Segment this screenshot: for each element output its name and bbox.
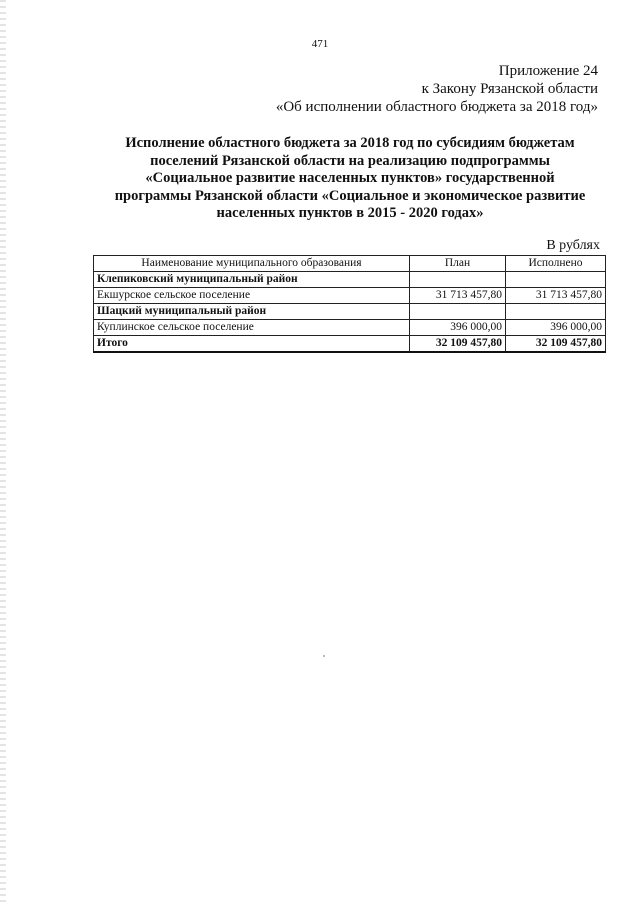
title-line-4: программы Рязанской области «Социальное и экономическое развитие (114, 187, 586, 204)
title-line-1: Исполнение областного бюджета за 2018 год по субсидиям бюджетам (125, 135, 575, 151)
total-plan: 32 109 457,80 (410, 336, 506, 353)
annex-header (276, 62, 598, 116)
document-title (80, 135, 620, 223)
scan-edge-artifact (0, 0, 6, 905)
title-line-3: «Социальное развитие населенных пунктов» государственной (145, 170, 555, 186)
budget-table (93, 255, 606, 353)
district-plan (410, 272, 506, 288)
district-plan (410, 304, 506, 320)
table-row (94, 288, 606, 304)
annex-law: к Закону Рязанской области (421, 81, 598, 97)
district-name: Шацкий муниципальный район (94, 304, 410, 320)
annex-law-title: «Об исполнении областного бюджета за 2018 год» (275, 99, 598, 115)
settlement-plan: 31 713 457,80 (410, 288, 506, 304)
scan-speck (323, 655, 325, 657)
settlement-plan: 396 000,00 (410, 320, 506, 336)
settlement-executed: 31 713 457,80 (506, 288, 606, 304)
total-label: Итого (94, 336, 410, 353)
district-row (94, 272, 606, 288)
total-executed: 32 109 457,80 (506, 336, 606, 353)
table-header-row (94, 256, 606, 272)
total-row (94, 336, 606, 353)
district-executed (506, 304, 606, 320)
district-row (94, 304, 606, 320)
settlement-executed: 396 000,00 (506, 320, 606, 336)
district-executed (506, 272, 606, 288)
annex-number: Приложение 24 (498, 63, 598, 79)
header-name: Наименование муниципального образования (94, 256, 410, 272)
settlement-name: Куплинское сельское поселение (94, 320, 410, 336)
page-number: 471 (311, 38, 329, 50)
title-line-5: населенных пунктов в 2015 - 2020 годах» (216, 205, 484, 221)
district-name: Клепиковский муниципальный район (94, 272, 410, 288)
units-label: В рублях (546, 238, 600, 253)
table-row (94, 320, 606, 336)
settlement-name: Екшурское сельское поселение (94, 288, 410, 304)
header-plan: План (410, 256, 506, 272)
title-line-2: поселений Рязанской области на реализацию подпрограммы (150, 152, 550, 169)
header-executed: Исполнено (506, 256, 606, 272)
